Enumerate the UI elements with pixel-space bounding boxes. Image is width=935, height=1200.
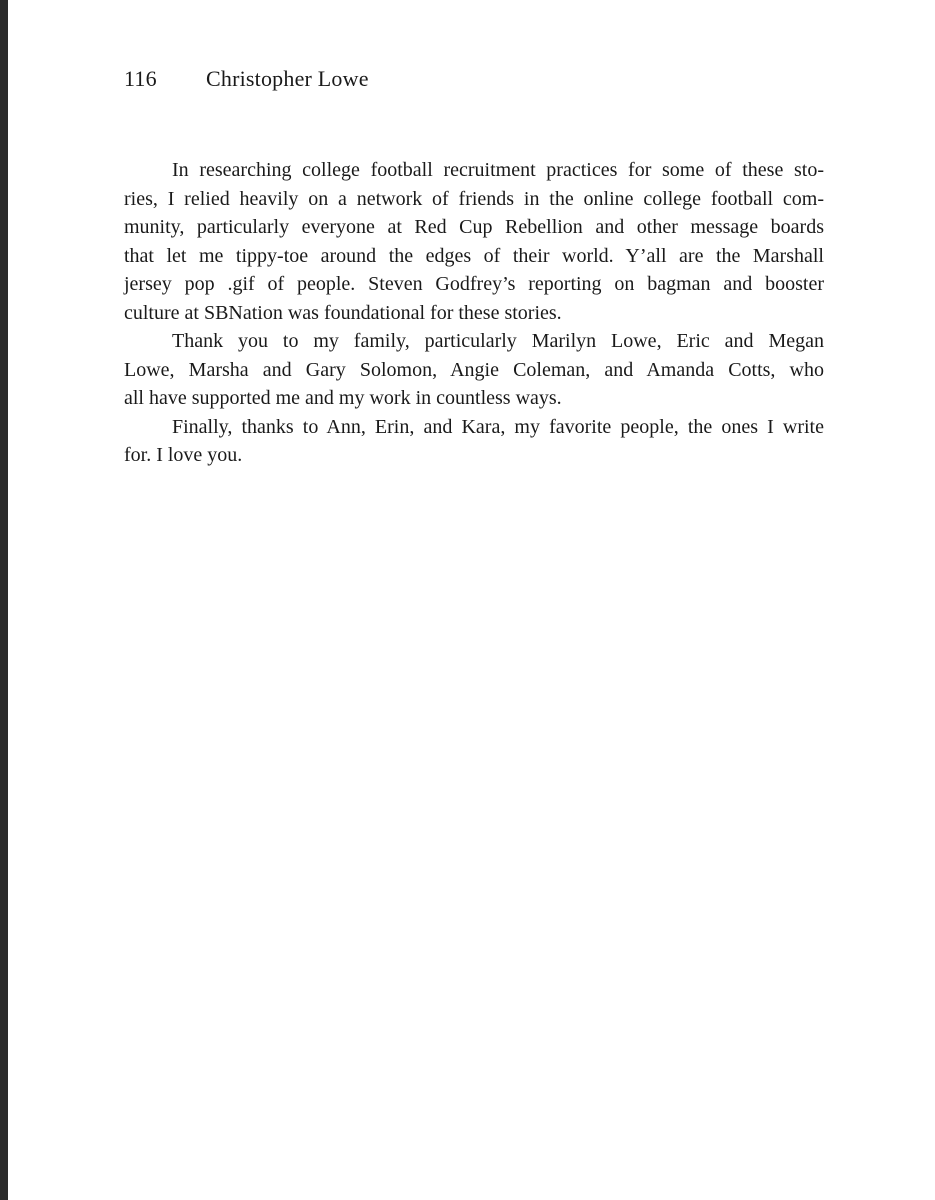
book-page	[8, 0, 935, 1200]
author-name: Christopher Lowe	[206, 66, 369, 91]
page-number: 116	[124, 66, 157, 91]
text-line: Lowe, Marsha and Gary Solomon, Angie Coleman, and Amanda Cotts, who	[124, 358, 824, 381]
text-line: that let me tippy-toe around the edges of their world. Y’all are the Marshall	[124, 244, 824, 267]
text-line: for. I love you.	[124, 444, 243, 466]
page-edge-shadow	[0, 0, 8, 1200]
text-line: jersey pop .gif of people. Steven Godfrey’s reporting on bagman and booster	[124, 273, 824, 295]
text-line: Finally, thanks to Ann, Erin, and Kara, my favorite people, the ones I write	[172, 415, 824, 438]
paragraph-finally	[124, 413, 824, 470]
text-line: munity, particularly everyone at Red Cup Rebellion and other message boards	[124, 216, 824, 238]
body-text	[124, 156, 824, 470]
paragraph-family	[124, 327, 824, 413]
text-line: culture at SBNation was foundational for these stories.	[124, 301, 562, 324]
text-line: In researching college football recruitment practices for some of these sto-	[172, 159, 824, 181]
text-line: all have supported me and my work in countless ways.	[124, 387, 562, 409]
text-line: ries, I relied heavily on a network of friends in the online college football com-	[124, 187, 824, 210]
text-line: Thank you to my family, particularly Marilyn Lowe, Eric and Megan	[172, 330, 824, 352]
paragraph-research	[124, 156, 824, 327]
running-head	[124, 64, 369, 94]
